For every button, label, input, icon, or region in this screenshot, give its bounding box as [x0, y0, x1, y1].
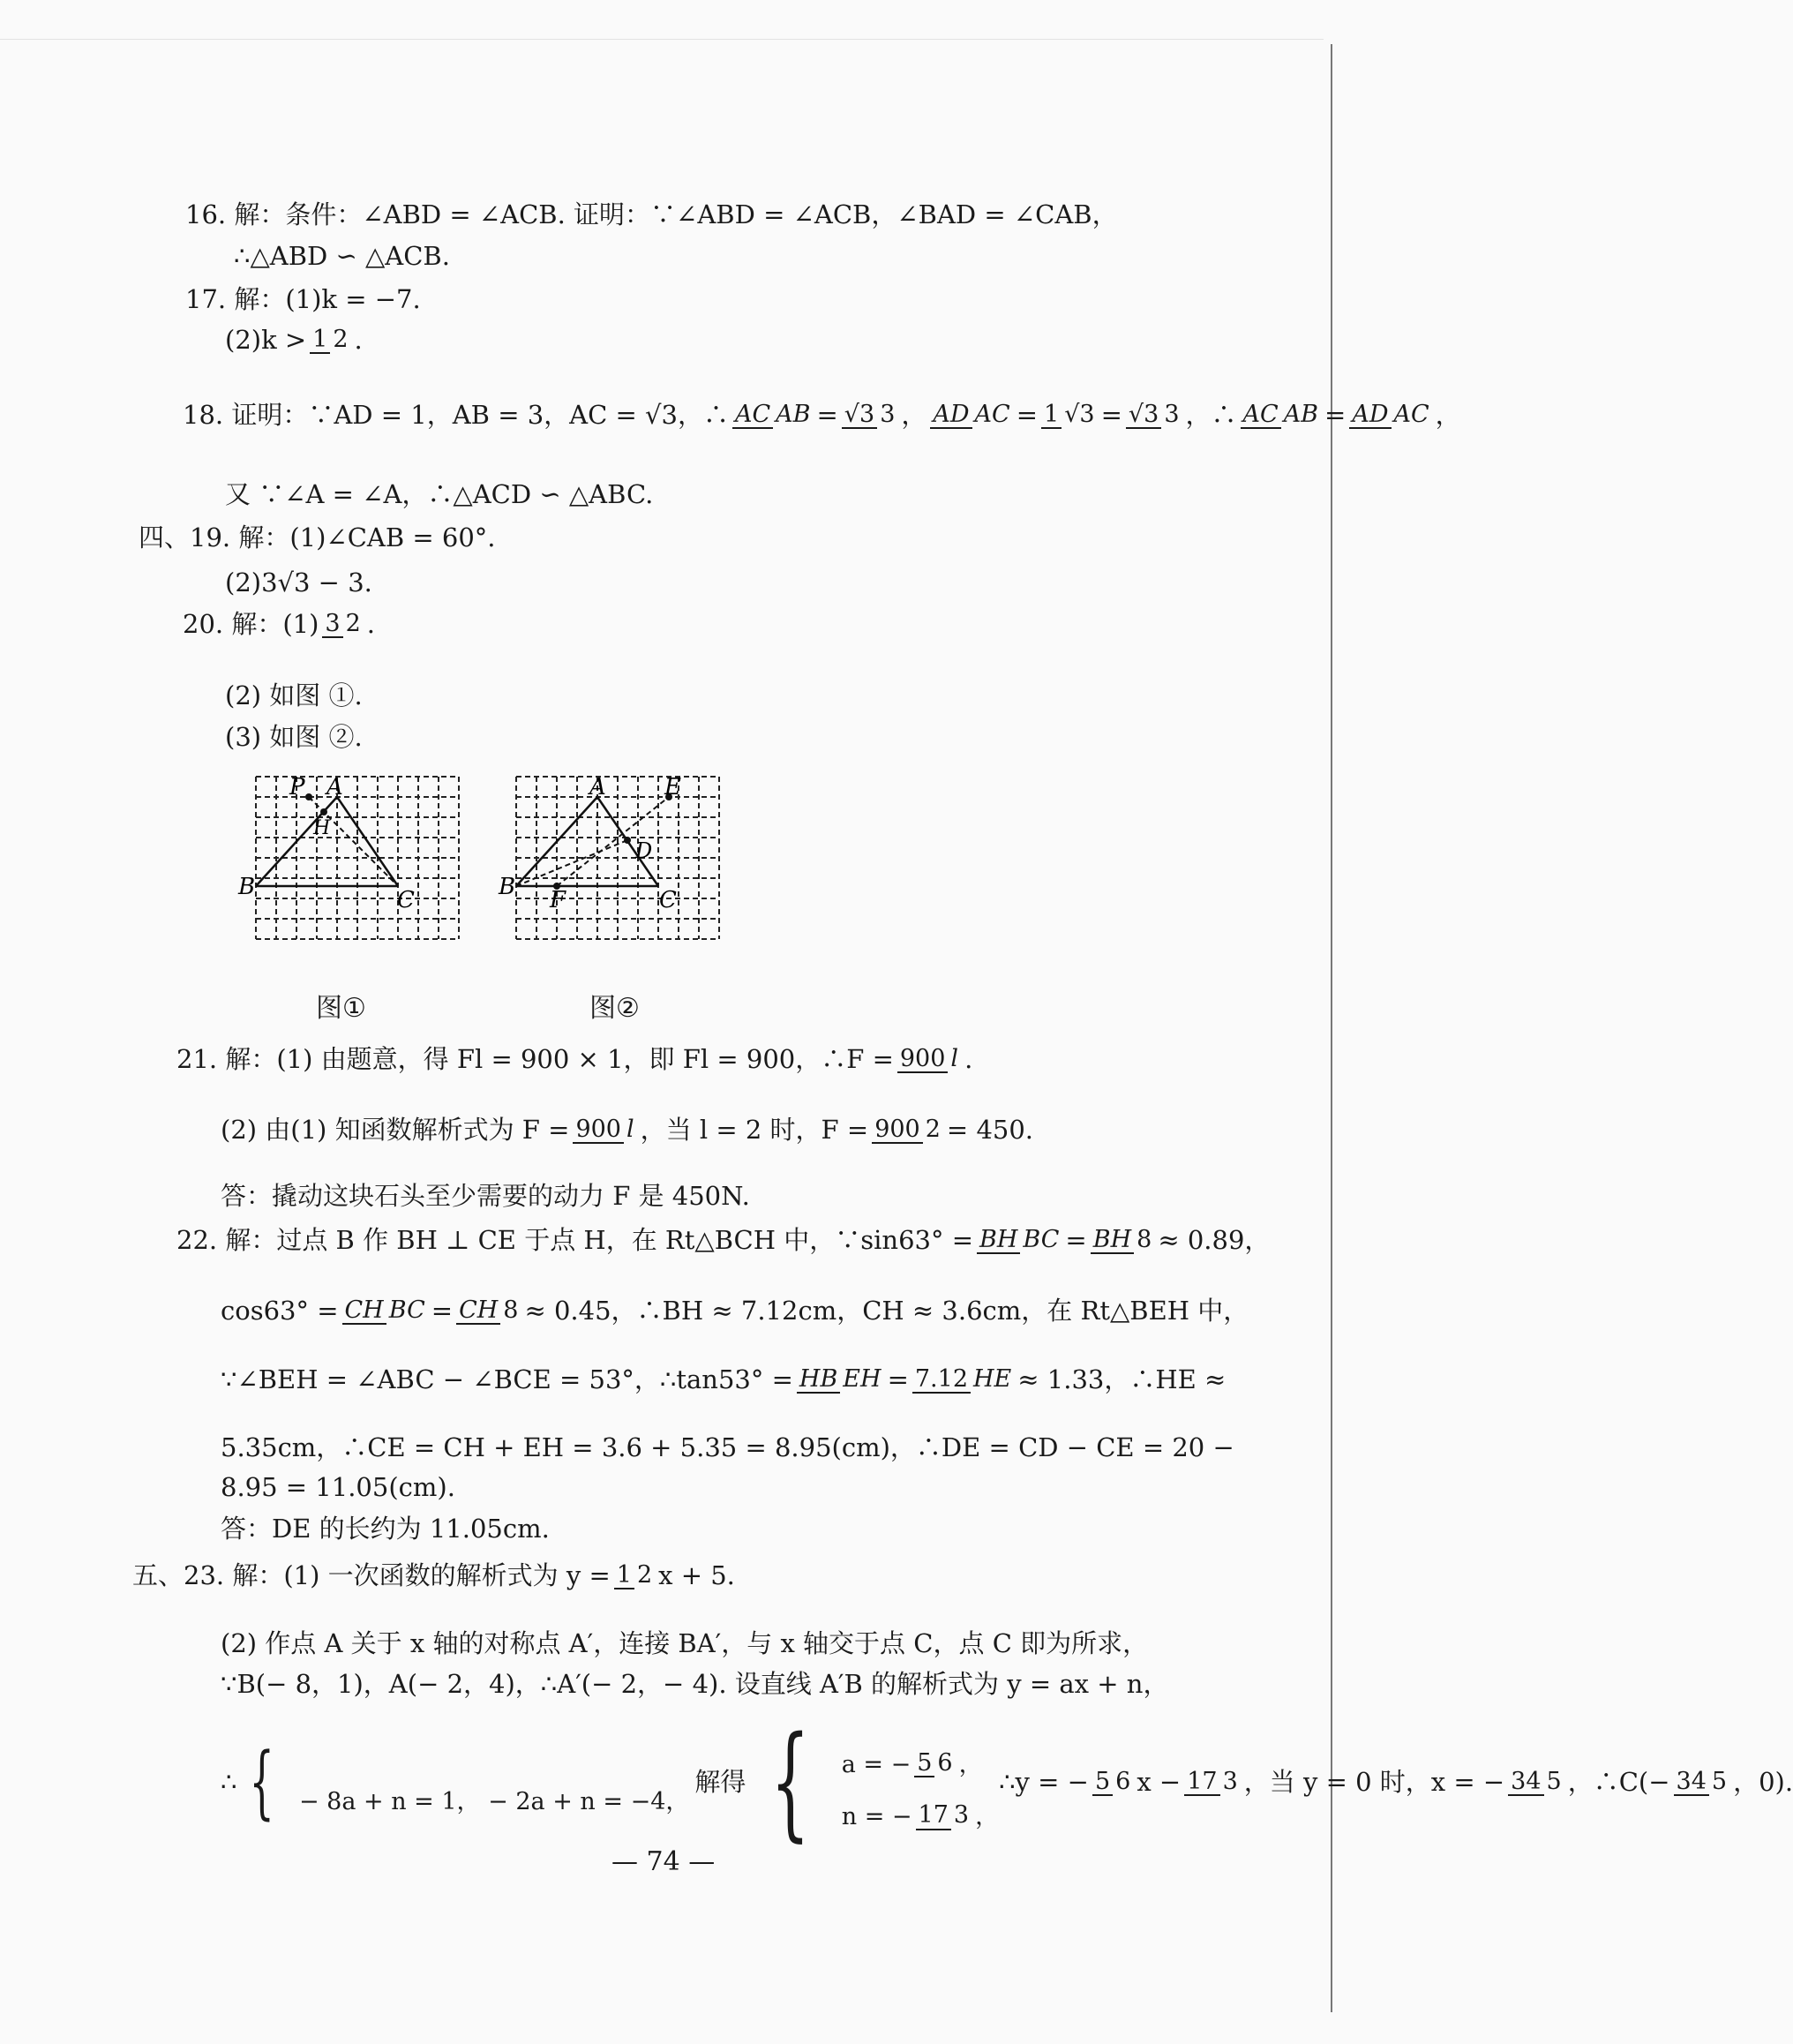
point-label-p: P — [289, 774, 305, 800]
answer-17-line-1: 17. 解：(1)k = −7. — [185, 284, 421, 314]
answer-23-line-4: ∴ { − 8a + n = 1， − 2a + n = −4， 解得 { a = − 5 6 ， n = − 17 3 ， ∴y = − 5 6 x − 17 3 ，当 y = 0 时，x = − 34 5 ，∴C(− 34 5 ，0). — [221, 1710, 1793, 1854]
page-number: — 74 — — [611, 1846, 716, 1877]
answer-17-line-2: (2)k > 1 2 . — [225, 325, 363, 355]
point-label-d: D — [635, 838, 653, 863]
point-label-e: E — [664, 774, 681, 800]
point-label-c: C — [397, 887, 415, 913]
answer-22-line-5: 8.95 = 11.05(cm). — [221, 1472, 455, 1502]
answer-22-line-4: 5.35cm，∴CE = CH + EH = 3.6 + 5.35 = 8.95(cm)，∴DE = CD − CE = 20 − — [221, 1432, 1234, 1462]
answer-23-line-3: ∵B(− 8，1)，A(− 2，4)，∴A′(− 2，− 4). 设直线 A′B 的解析式为 y = ax + n， — [221, 1669, 1169, 1699]
point-label-f: F — [550, 887, 566, 913]
answer-16-line-1: 16. 解：条件：∠ABD = ∠ACB. 证明：∵∠ABD = ∠ACB，∠BAD = ∠CAB， — [185, 199, 1118, 229]
answer-23-line-1: 五、23. 解：(1) 一次函数的解析式为 y = 1 2 x + 5. — [132, 1560, 735, 1590]
segment-ac — [337, 797, 398, 886]
answer-22-line-1: 22. 解：过点 B 作 BH ⊥ CE 于点 H，在 Rt△BCH 中，∵sin63° = BH BC = BH 8 ≈ 0.89， — [176, 1225, 1271, 1255]
answer-23-line-2: (2) 作点 A 关于 x 轴的对称点 A′，连接 BA′，与 x 轴交于点 C，点 C 即为所求， — [221, 1628, 1149, 1658]
answer-21-line-3: 答：撬动这块石头至少需要的动力 F 是 450N. — [221, 1181, 750, 1211]
answer-19-line-1: 四、19. 解：(1)∠CAB = 60°. — [139, 522, 496, 552]
answer-22-line-2: cos63° = CH BC = CH 8 ≈ 0.45，∴BH ≈ 7.12cm，CH ≈ 3.6cm，在 Rt△BEH 中， — [221, 1296, 1249, 1326]
answer-20-line-3: (3) 如图 ②. — [225, 722, 363, 752]
point-label-c: C — [659, 887, 677, 913]
fraction: 1 2 — [310, 327, 350, 354]
figure-1-grid-diagram — [238, 768, 468, 988]
figure-1-caption: 图① — [316, 993, 366, 1024]
point-label-a: A — [589, 774, 606, 800]
right-margin-rule — [1331, 44, 1332, 2012]
answer-16-line-2: ∴△ABD ∽ △ACB. — [234, 241, 450, 271]
answer-18-line-1: 18. 证明：∵AD = 1，AB = 3，AC = √3，∴ AC AB = √3 3 ， AD AC = 1 √3 = √3 3 ，∴ AC AB = AD AC ， — [183, 400, 1461, 430]
answer-19-line-2: (2)3√3 − 3. — [225, 567, 372, 597]
answer-22-line-3: ∵∠BEH = ∠ABC − ∠BCE = 53°，∴tan53° = HB EH = 7.12 HE ≈ 1.33，∴HE ≈ — [221, 1364, 1227, 1394]
answer-21-line-1: 21. 解：(1) 由题意，得 Fl = 900 × 1，即 Fl = 900，∴F = 900 l . — [176, 1044, 973, 1074]
figure-2-grid-diagram — [499, 768, 732, 988]
point-label-b: B — [238, 874, 256, 900]
answer-22-line-6: 答：DE 的长约为 11.05cm. — [221, 1514, 550, 1544]
top-scan-edge — [0, 39, 1324, 40]
answer-20-line-1: 20. 解：(1) 3 2 . — [183, 609, 376, 639]
answer-20-line-2: (2) 如图 ①. — [225, 680, 363, 710]
point-label-h: H — [313, 817, 331, 839]
answer-21-line-2: (2) 由(1) 知函数解析式为 F = 900 l ，当 l = 2 时，F = 900 2 = 450. — [221, 1115, 1034, 1145]
answer-18-line-2: 又 ∵∠A = ∠A，∴△ACD ∽ △ABC. — [225, 479, 654, 509]
point-label-a: A — [326, 774, 343, 800]
point-label-b: B — [499, 874, 516, 900]
figure-2-caption: 图② — [589, 993, 640, 1024]
